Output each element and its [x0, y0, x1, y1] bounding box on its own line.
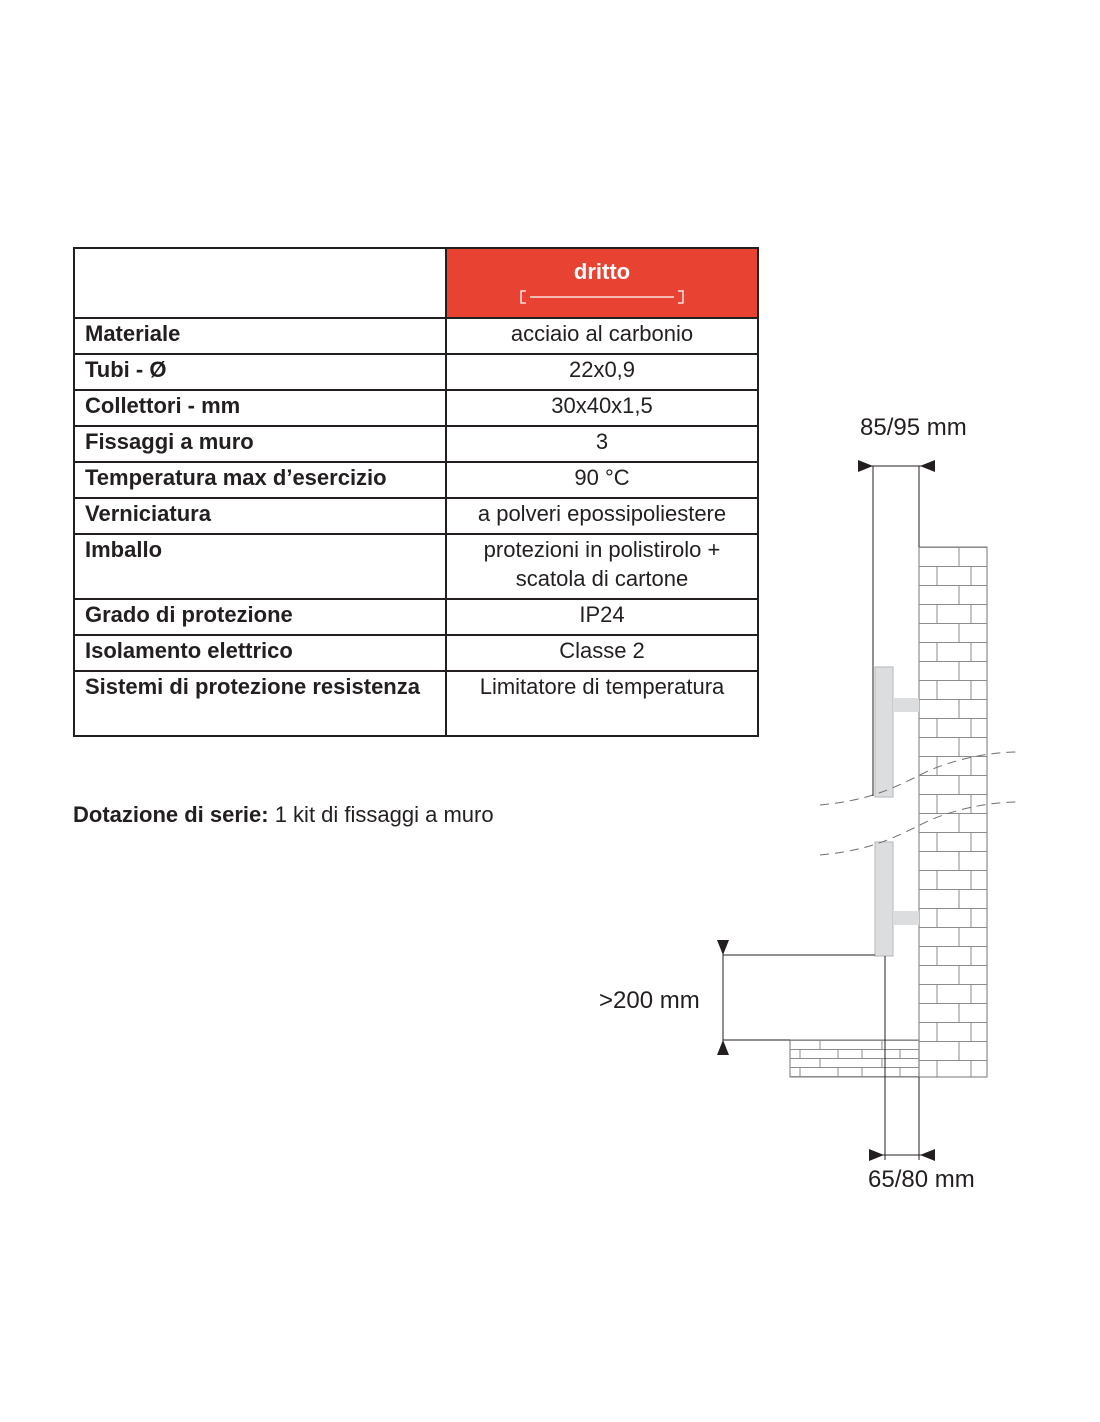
column-header-label: dritto — [573, 259, 631, 284]
row-value: 90 °C — [446, 462, 758, 498]
floor-dimension-lines — [717, 940, 875, 1055]
standard-equipment-note — [73, 802, 494, 828]
row-label: Temperatura max d’esercizio — [74, 462, 446, 498]
row-label: Grado di protezione — [74, 599, 446, 635]
row-value: protezioni in polistirolo + scatola di cartone — [446, 534, 758, 599]
note-label: Dotazione di serie: — [73, 802, 269, 827]
note-text: 1 kit di fissaggi a muro — [268, 802, 494, 827]
row-label: Sistemi di protezione resistenza — [74, 671, 446, 736]
row-value: a polveri epossipoliestere — [446, 498, 758, 534]
row-value: IP24 — [446, 599, 758, 635]
row-value: Limitatore di temperatura — [446, 671, 758, 736]
table-corner-cell — [74, 248, 446, 318]
row-label: Tubi - Ø — [74, 354, 446, 390]
installation-diagram — [590, 400, 1040, 1220]
row-label: Verniciatura — [74, 498, 446, 534]
row-value: 22x0,9 — [446, 354, 758, 390]
straight-radiator-icon — [520, 290, 684, 304]
brick-wall — [790, 547, 987, 1077]
table-column-header — [446, 248, 758, 318]
row-value: acciaio al carbonio — [446, 318, 758, 354]
top-dimension-label: 85/95 mm — [860, 414, 967, 441]
radiator-tube — [875, 667, 919, 956]
row-label: Materiale — [74, 318, 446, 354]
row-label: Imballo — [74, 534, 446, 599]
table-header-row — [74, 248, 758, 318]
row-label: Collettori - mm — [74, 390, 446, 426]
row-label: Isolamento elettrico — [74, 635, 446, 671]
row-value: Classe 2 — [446, 635, 758, 671]
table-row — [74, 354, 758, 390]
table-row — [74, 318, 758, 354]
row-value: 3 — [446, 426, 758, 462]
row-value: 30x40x1,5 — [446, 390, 758, 426]
bottom-dimension-label: 65/80 mm — [868, 1166, 975, 1193]
floor-dimension-label: >200 mm — [599, 987, 700, 1014]
row-label: Fissaggi a muro — [74, 426, 446, 462]
